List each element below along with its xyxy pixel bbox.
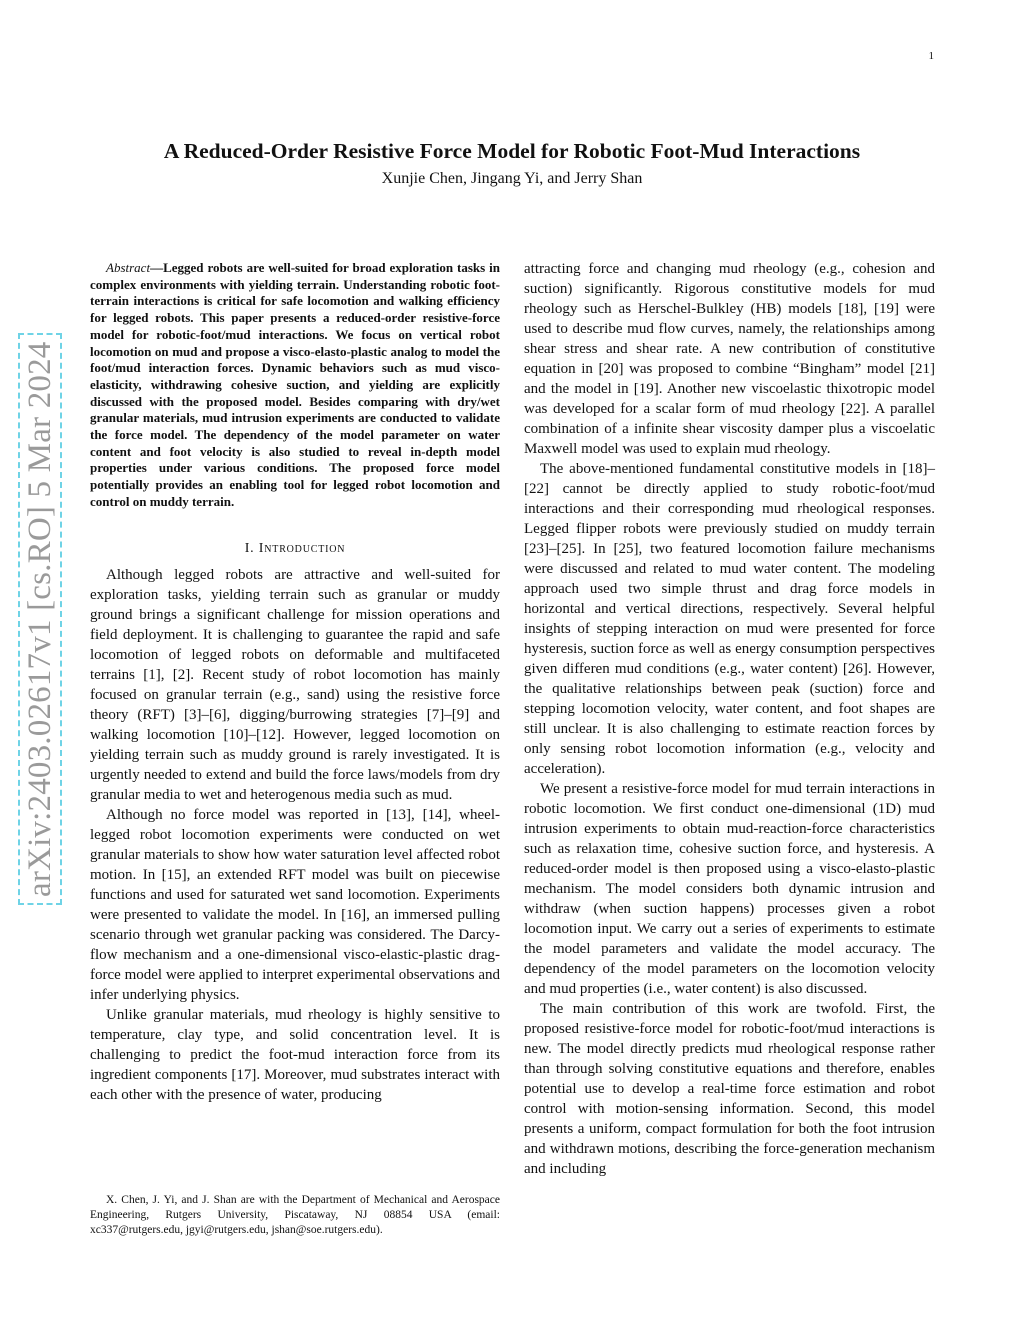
- paragraph: attracting force and changing mud rheology (e.g., cohesion and suction) significantly. Rigorous constitutive models for mud rheology such as Herschel-Bulkley (HB) models [18], [19] were used to describe mud flow curves, namely, the relationships among shear stress and shear rate. A new contribution of constitutive equation in [20] was proposed to combine “Bingham” model [21] and the model in [19]. Another new viscoelastic thixotropic model was developed for a scalar form of mud rheology [22]. A parallel combination of a infinite shear viscosity damper plus a viscoelatic Maxwell model was used to explain mud rheology.: [524, 261, 935, 457]
- abstract-dash: —: [150, 260, 164, 275]
- paragraph: The main contribution of this work are twofold. First, the proposed resistive-force model for robotic-foot/mud interactions is new. The model directly predicts mud rheological response rather than through solving constitutive equations and therefore, enables potential use to develop a real-time force estimation and robot control with motion-sensing information. Second, this model presents a uniform, compact formulation for both the foot intrusion and withdrawn motions, describing the force-generation mechanism and including: [524, 1001, 935, 1177]
- paragraph: We present a resistive-force model for mud terrain interactions in robotic locomotion. We first conduct one-dimensional (1D) mud intrusion experiments to obtain mud-reaction-force characteristics such as relaxation time, cohesive suction force, and hysteresis. A reduced-order model is then proposed using a visco-elasto-plastic mechanism. The model considers both dynamic intrusion and withdraw (when suction happens) processes given a robot locomotion input. We carry out a series of experiments to estimate the model parameters and validate the model accuracy. The dependency of the model parameters on the locomotion velocity and mud properties (i.e., water content) is also discussed.: [524, 781, 935, 997]
- page-number: 1: [928, 50, 934, 62]
- paper-title: A Reduced-Order Resistive Force Model for Robotic Foot-Mud Interactions: [163, 139, 861, 164]
- section-heading: [90, 541, 500, 557]
- arxiv-identifier[interactable]: arXiv:2403.02617v1 [cs.RO] 5 Mar 2024: [18, 334, 62, 906]
- left-column: [90, 260, 500, 1105]
- author-list: Xunjie Chen, Jingang Yi, and Jerry Shan: [381, 170, 643, 187]
- paragraph: Although legged robots are attractive and well-suited for exploration tasks, yielding terrain such as granular or muddy ground brings a significant challenge for mission operations and field deployment. It is challenging to guarantee the rapid and safe locomotion of legged robots on deformable and multifaceted terrains [1], [2]. Recent study of robot locomotion has mainly focused on granular terrain (e.g., sand) using the resistive force theory (RFT) [3]–[6], digging/burrowing strategies [7]–[9] and walking locomotion [10]–[12]. However, legged locomotion on yielding terrain such as muddy ground is rarely investigated. It is urgently needed to extend and build the force laws/models from dry granular media to wet and heterogenous media such as mud.: [90, 566, 500, 803]
- paragraph: Although no force model was reported in [13], [14], wheel-legged robot locomotion experiments were conducted on wet granular materials to show how water saturation level affected robot motion. In [15], an extended RFT model was built on piecewise functions and used for saturated wet sand locomotion. Experiments were presented to validate the model. In [16], an immersed pulling scenario through wet granular packing was considered. The Darcy-flow mechanism and a one-dimensional visco-elastic-plastic drag-force model were applied to interpret experimental observations and infer underlying physics.: [90, 806, 500, 1003]
- abstract: [90, 260, 500, 511]
- paragraph: The above-mentioned fundamental constitutive models in [18]–[22] cannot be directly applied to study robotic-foot/mud interactions and their corresponding mud rheological responses. Legged flipper robots were previously studied on muddy terrain [23]–[25]. In [25], two featured locomotion failure mechanisms were discussed and related to mud water content. The modeling approach used two simple thrust and drag force models in horizontal and vertical directions, respectively. Several helpful insights of stepping interaction on mud were presented for force hysteresis, suction force as well as energy consumption perspectives given differen mud conditions (e.g., water content) [26]. However, the qualitative relationships between peak (suction) force and stepping locomotion velocity, water content, and foot shapes are still unclear. It is also challenging to estimate reaction forces by only sensing robot locomotion information (e.g., velocity and acceleration).: [524, 461, 935, 777]
- right-column: [524, 259, 935, 1179]
- section-title: Introduction: [258, 540, 346, 556]
- section-numeral: I.: [244, 540, 255, 556]
- paragraph: Unlike granular materials, mud rheology is highly sensitive to temperature, clay type, and solid concentration level. It is challenging to predict the foot-mud interaction force from its ingredient components [17]. Moreover, mud substrates interact with each other with the presence of water, producing: [90, 1006, 500, 1103]
- abstract-label: Abstract: [106, 260, 151, 275]
- author-affiliation-footnote: X. Chen, J. Yi, and J. Shan are with the Department of Mechanical and Aerospace Engineering, Rutgers University, Piscataway, NJ 08854 USA (email: xc337@rutgers.edu, jgyi@rutgers.edu, jshan@soe.rutgers.edu).: [90, 1194, 500, 1236]
- abstract-text: Legged robots are well-suited for broad exploration tasks in complex environments with yielding terrain. Understanding robotic foot-terrain interactions is critical for safe locomotion and walking efficiency for legged robots. This paper presents a reduced-order resistive-force model for robotic-foot/mud interactions. We focus on vertical robot locomotion on mud and propose a visco-elasto-plastic analog to model the foot/mud interaction forces. Dynamic behaviors such as mud visco-elasticity, withdrawing cohesive suction, and yielding are explicitly discussed with the proposed model. Besides comparing with dry/wet granular materials, mud intrusion experiments are conducted to validate the force model. The dependency of the model parameter on water content and foot velocity is also studied to reveal in-depth model properties under various conditions. The proposed force model potentially provides an enabling tool for legged robot locomotion and control on muddy terrain.: [90, 260, 500, 509]
